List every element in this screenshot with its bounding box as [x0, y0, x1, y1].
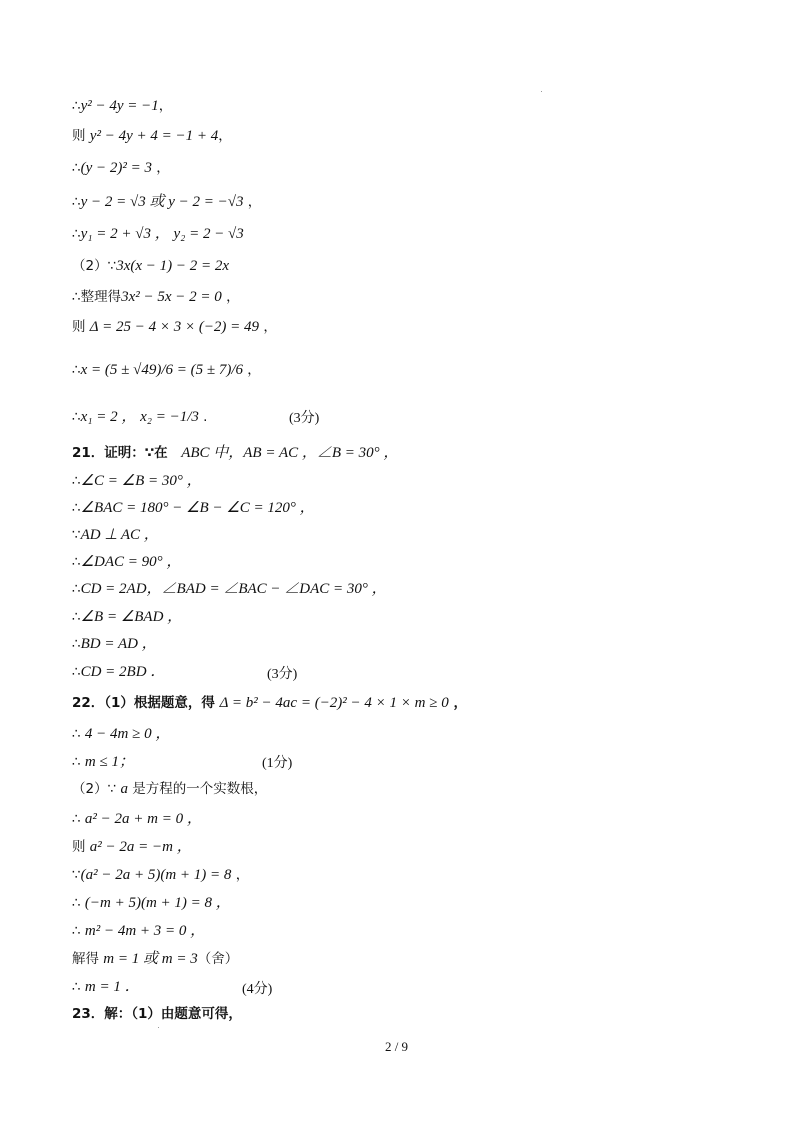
line-math: x₁ = 2 ， x₂ = −1/3 [80, 409, 199, 425]
solution-line [72, 978, 140, 996]
line-math: ∠C = ∠B = 30° ， [80, 473, 202, 489]
line-math: (a² − 2a + 5)(m + 1) = 8 [80, 867, 232, 883]
scan-speck [541, 91, 542, 92]
line-math: AD ⊥ AC ， [80, 527, 159, 543]
page-number: 2 / 9 [384, 1039, 409, 1054]
line-math: ABC 中，AB = AC ，∠B = 30° ， [181, 445, 399, 461]
line-prefix: ∴ [72, 581, 81, 597]
line-prefix: （2）∵ [72, 258, 117, 274]
line-math: Δ = b² − 4ac = (−2)² − 4 × 1 × m ≥ 0 [219, 695, 449, 711]
solution-line [72, 922, 205, 940]
line-suffix: ， [218, 128, 232, 144]
line-math: ∠BAC = 180° − ∠B − ∠C = 120° ， [80, 500, 315, 516]
line-suffix: ， [243, 362, 261, 378]
line-math: CD = 2AD，∠BAD = ∠BAC − ∠DAC = 30° ， [80, 581, 387, 597]
line-math: m² − 4m + 3 = 0 ， [84, 923, 206, 939]
line-math: ∠B = ∠BAD ， [80, 609, 183, 625]
solution-line [72, 526, 159, 544]
line-prefix: 23．解：（1）由题意可得， [72, 1006, 242, 1022]
solution-line [72, 408, 207, 426]
line-prefix: ∴ [72, 554, 81, 570]
score-mark: (4分) [242, 982, 273, 997]
line-math: 3x² − 5x − 2 = 0 [121, 289, 222, 305]
line-math: y₁ = 2 + √3 ， y₂ = 2 − √3 [80, 226, 244, 242]
line-prefix: ∴ [72, 226, 81, 242]
solution-line [72, 193, 261, 211]
line-math: m ≤ 1； [84, 754, 134, 770]
line-math: y − 2 = √3 或 y − 2 = −√3 [80, 194, 244, 210]
question-heading [72, 444, 398, 462]
line-prefix: 则 [72, 839, 90, 855]
solution-line [72, 810, 202, 828]
line-math: 4 − 4m ≥ 0 ， [84, 726, 171, 742]
line-prefix: ∴ [72, 811, 85, 827]
solution-line [72, 288, 240, 306]
line-prefix: ∴ [72, 754, 85, 770]
solution-line [72, 635, 157, 653]
question-heading [72, 694, 467, 712]
line-prefix: ∴ [72, 98, 81, 114]
solution-line [72, 499, 315, 517]
line-suffix: ， [221, 289, 240, 305]
line-suffix: 是方程的一个实数根， [127, 781, 268, 797]
solution-line [72, 780, 267, 798]
line-prefix: ∴ [72, 473, 81, 489]
solution-line [72, 472, 202, 490]
line-math: BD = AD ， [80, 636, 157, 652]
question-heading [72, 1005, 242, 1023]
line-math: ∠DAC = 90° ， [80, 554, 182, 570]
solution-line [72, 580, 387, 598]
line-math: m = 1 ． [84, 979, 140, 995]
solution-line [72, 553, 181, 571]
line-prefix: 22．（1）根据题意，得 [72, 695, 220, 711]
line-prefix: 则 [72, 128, 90, 144]
line-suffix: ， [243, 194, 262, 210]
line-prefix: ∴ [72, 664, 81, 680]
solution-line [72, 159, 170, 177]
line-prefix: （2）∵ [72, 781, 121, 797]
line-suffix: . [198, 409, 208, 425]
solution-line [72, 608, 182, 626]
line-prefix: ∵ [72, 867, 81, 883]
line-suffix: ， [259, 319, 277, 335]
solution-line [72, 257, 229, 275]
line-math: m = 1 或 m = 3 [103, 951, 198, 967]
line-suffix: ， [448, 695, 467, 711]
line-math: a [120, 781, 128, 797]
solution-line [72, 361, 261, 379]
solution-line [72, 753, 134, 771]
line-prefix: ∴ [72, 895, 85, 911]
line-math: a² − 2a + m = 0 ， [84, 811, 202, 827]
solution-line [72, 894, 231, 912]
scan-speck [158, 1027, 159, 1028]
line-prefix: ∴ [72, 194, 81, 210]
line-prefix: ∴ [72, 636, 81, 652]
line-prefix: ∴ [72, 609, 81, 625]
line-suffix: ， [151, 160, 170, 176]
line-math: CD = 2BD ． [80, 664, 166, 680]
line-prefix: ∴ [72, 923, 85, 939]
line-math: y² − 4y = −1 [80, 98, 159, 114]
solution-line [72, 318, 277, 336]
line-prefix: 解得 [72, 951, 104, 967]
line-math: y² − 4y + 4 = −1 + 4 [89, 128, 219, 144]
solution-line [72, 838, 192, 856]
line-math: x = (5 ± √49)/6 = (5 ± 7)/6 [80, 362, 244, 378]
line-prefix: ∴ [72, 362, 81, 378]
solution-line [72, 663, 165, 681]
line-prefix: 则 [72, 319, 90, 335]
line-prefix: ∴ [72, 726, 85, 742]
line-math: (y − 2)² = 3 [80, 160, 152, 176]
line-math: (−m + 5)(m + 1) = 8 ， [84, 895, 231, 911]
line-prefix: ∴ [72, 160, 81, 176]
score-mark: (3分) [267, 667, 298, 682]
line-math: a² − 2a = −m ， [89, 839, 192, 855]
line-suffix: ， [231, 867, 250, 883]
line-prefix: ∴整理得 [72, 289, 122, 305]
line-suffix: ， [158, 98, 173, 114]
line-math: 3x(x − 1) − 2 = 2x [116, 258, 230, 274]
line-prefix: 21．证明：∵在 [72, 445, 182, 461]
score-mark: (3分) [289, 411, 320, 426]
solution-line [72, 127, 232, 145]
line-prefix: ∵ [72, 527, 81, 543]
solution-line [72, 950, 238, 968]
solution-line [72, 97, 172, 115]
line-suffix: （舍） [197, 951, 239, 967]
line-prefix: ∴ [72, 409, 81, 425]
solution-line [72, 866, 249, 884]
solution-line [72, 225, 244, 243]
solution-line [72, 725, 170, 743]
line-math: Δ = 25 − 4 × 3 × (−2) = 49 [89, 319, 260, 335]
score-mark: (1分) [262, 756, 293, 771]
line-prefix: ∴ [72, 500, 81, 516]
line-prefix: ∴ [72, 979, 85, 995]
